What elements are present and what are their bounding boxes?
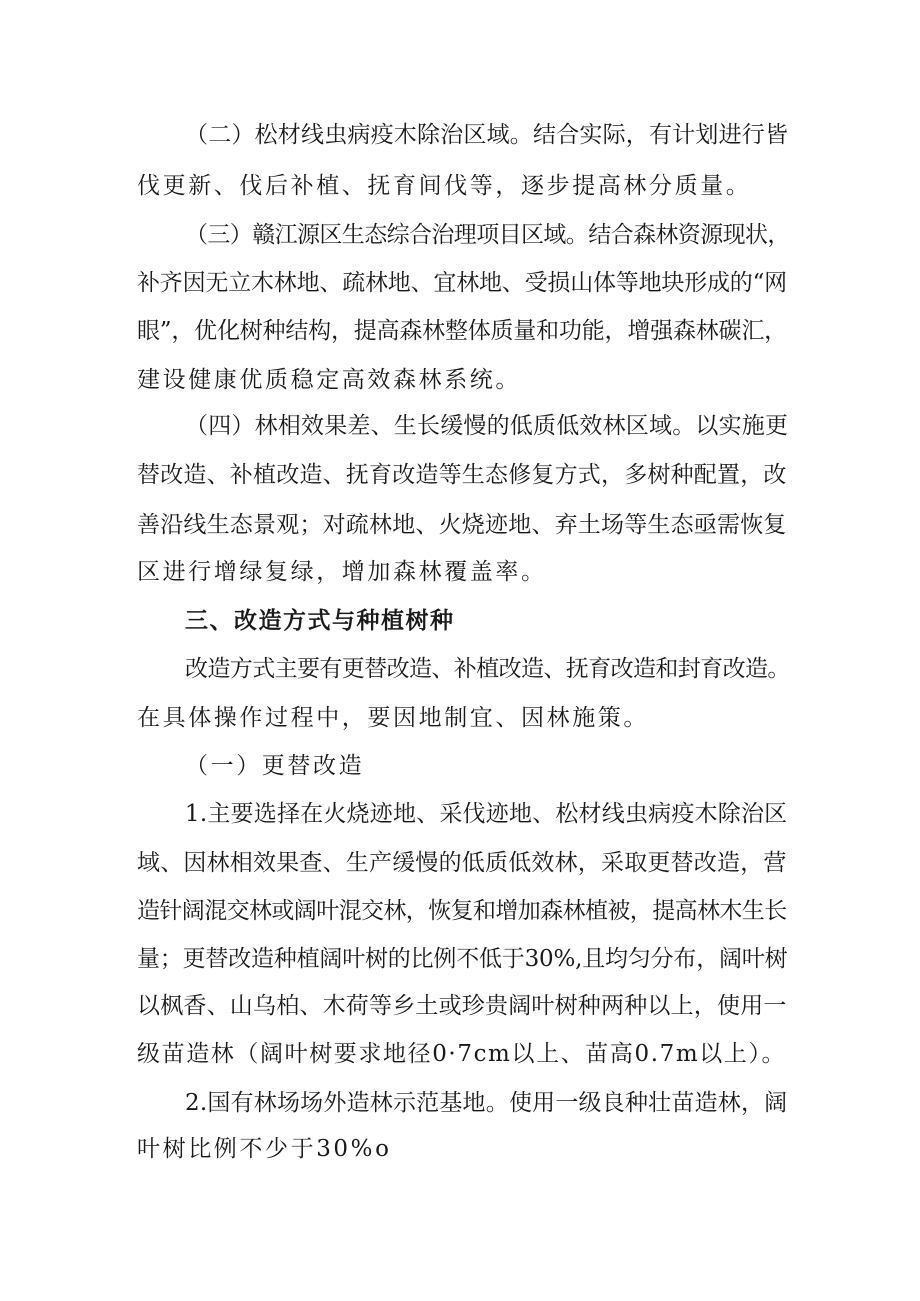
item-1-line-6: 级苗造林（阔叶树要求地径0·7cm以上、苗高0.7m以上）。	[137, 1041, 787, 1067]
item-1-line-3: 造针阔混交林或阔叶混交林，恢复和增加森林植被，提高林木生长	[137, 898, 787, 924]
intro-paragraph-line-1: 改造方式主要有更替改造、补植改造、抚育改造和封育改造。	[185, 656, 790, 682]
paragraph-3-line-3: 眼”，优化树种结构，提高森林整体质量和功能，增强森林碳汇，	[137, 318, 787, 344]
item-1-line-4: 量；更替改造种植阔叶树的比例不低于30%,且均匀分布，阔叶树	[137, 946, 788, 972]
paragraph-4-line-3: 善沿线生态景观；对疏林地、火烧迹地、弃土场等生态亟需恢复	[137, 512, 787, 538]
paragraph-3-line-2: 补齐因无立木林地、疏林地、宜林地、受损山体等地块形成的“网	[137, 270, 787, 296]
paragraph-3-line-4: 建设健康优质稳定高效森林系统。	[137, 367, 521, 393]
paragraph-4-line-1: （四）林相效果差、生长缓慢的低质低效林区域。以实施更	[185, 413, 789, 439]
intro-paragraph-line-2: 在具体操作过程中，要因地制宜、因林施策。	[137, 705, 649, 731]
paragraph-3-line-1: （三）赣江源区生态综合治理项目区域。结合森林资源现状，	[185, 222, 790, 248]
paragraph-4-line-2: 替改造、补植改造、抚育改造等生态修复方式，多树种配置，改	[137, 462, 787, 488]
paragraph-4-line-4: 区进行增绿复绿，增加森林覆盖率。	[137, 559, 547, 585]
item-2-line-1: 2.国有林场场外造林示范基地。使用一级良种壮苗造林，阔	[185, 1090, 788, 1116]
item-1-line-1: 1.主要选择在火烧迹地、采伐迹地、松材线虫病疫木除治区	[185, 801, 788, 827]
subheading-replacement: （一）更替改造	[185, 753, 365, 779]
item-2-line-2: 叶树比例不少于30%o	[137, 1136, 392, 1162]
paragraph-2-line-1: （二）松材线虫病疫木除治区域。结合实际，有计划进行皆	[185, 122, 789, 148]
paragraph-2-line-2: 伐更新、伐后补植、抚育间伐等，逐步提高林分质量。	[137, 173, 752, 199]
section-heading: 三、改造方式与种植树种	[185, 608, 455, 634]
item-1-line-5: 以枫香、山乌柏、木荷等乡土或珍贵阔叶树种两种以上，使用一	[137, 993, 787, 1019]
item-1-line-2: 域、因林相效果查、生产缓慢的低质低效林，采取更替改造，营	[137, 850, 787, 876]
